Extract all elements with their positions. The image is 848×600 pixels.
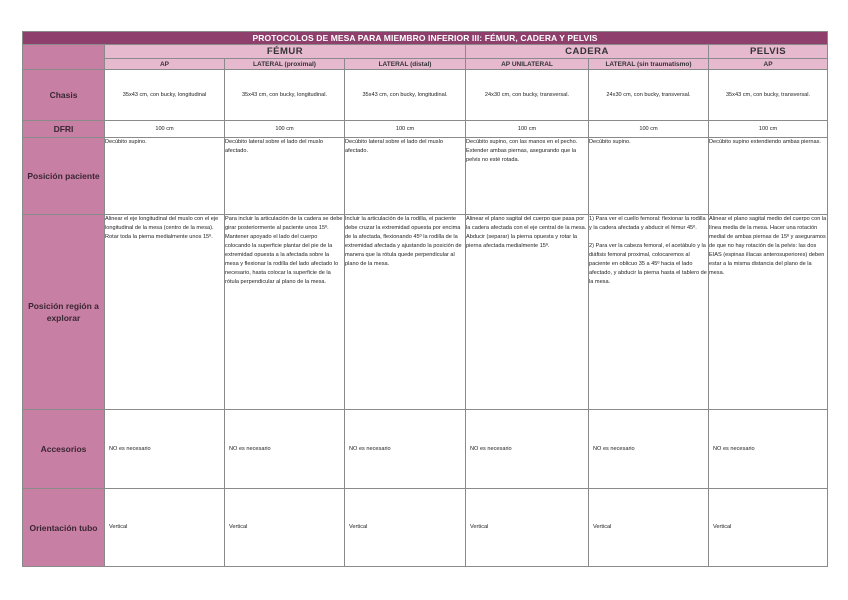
region-cadera-lateral <box>589 215 709 410</box>
row-accesorios <box>23 410 828 489</box>
tubo-cadera-lateral: Vertical <box>589 489 709 567</box>
accesorios-pelvis-ap: NO es necesario <box>709 410 828 489</box>
chasis-pelvis-ap: 35x43 cm, con bucky, transversal. <box>709 70 828 121</box>
projection-femur-ap: AP <box>105 59 225 70</box>
dfri-femur-lateral-proximal: 100 cm <box>225 121 345 138</box>
row-chasis <box>23 70 828 121</box>
region-femur-lateral-proximal: Para incluir la articulación de la cadera se debe girar posteriormente al paciente unos 15º. Mantener apoyado el lado del cuerpo colocando la superficie plantar del pie de la extremidad opuesta a la afectada sobre la mesa y flexionar la rodilla del lado afectado lo necesario, hasta colocar la superficie de la rótula perpendicular al plano de la mesa. <box>225 215 345 410</box>
chasis-cadera-ap: 24x30 cm, con bucky, transversal. <box>466 70 589 121</box>
tubo-femur-lateral-proximal: Vertical <box>225 489 345 567</box>
tubo-cadera-ap: Vertical <box>466 489 589 567</box>
dfri-femur-lateral-distal: 100 cm <box>345 121 466 138</box>
accesorios-cadera-lateral: NO es necesario <box>589 410 709 489</box>
projection-pelvis-ap: AP <box>709 59 828 70</box>
group-pelvis: PELVIS <box>709 45 828 59</box>
tubo-femur-lateral-distal: Vertical <box>345 489 466 567</box>
dfri-cadera-lateral: 100 cm <box>589 121 709 138</box>
row-label-posicion-paciente: Posición paciente <box>23 138 105 215</box>
table-title: PROTOCOLOS DE MESA PARA MIEMBRO INFERIOR III: FÉMUR, CADERA Y PELVIS <box>23 32 828 45</box>
group-cadera: CADERA <box>466 45 709 59</box>
row-dfri <box>23 121 828 138</box>
header-corner <box>23 45 105 70</box>
accesorios-femur-lateral-proximal: NO es necesario <box>225 410 345 489</box>
row-label-accesorios: Accesorios <box>23 410 105 489</box>
chasis-femur-lateral-distal: 35x43 cm, con bucky, longitudinal. <box>345 70 466 121</box>
paciente-pelvis-ap: Decúbito supino extendiendo ambas piernas. <box>709 138 828 215</box>
accesorios-femur-lateral-distal: NO es necesario <box>345 410 466 489</box>
tubo-pelvis-ap: Vertical <box>709 489 828 567</box>
paragraph-gap <box>589 233 708 242</box>
chasis-femur-ap: 35x43 cm, con bucky, longitudinal <box>105 70 225 121</box>
region-femur-lateral-distal: Incluir la articulación de la rodilla, el paciente debe cruzar la extremidad opuesta por encima de la afectada, flexionando 45º la rodilla de la extremidad afectada y ajustando la posición de manera que la rótula quede perpendicular al plano de la mesa. <box>345 215 466 410</box>
paciente-cadera-lateral: Decúbito supino. <box>589 138 709 215</box>
accesorios-cadera-ap: NO es necesario <box>466 410 589 489</box>
paciente-cadera-ap: Decúbito supino, con las manos en el pecho. Extender ambas piernas, asegurando que la pelvis no esté rotada. <box>466 138 589 215</box>
projection-cadera-lateral: LATERAL (sin traumatismo) <box>589 59 709 70</box>
region-cadera-lateral-part1: 1) Para ver el cuello femoral: flexionar la rodilla y la cadera afectada y abducir el fémur 45º. <box>589 216 706 231</box>
paciente-femur-lateral-distal: Decúbito lateral sobre el lado del muslo afectado. <box>345 138 466 215</box>
chasis-femur-lateral-proximal: 35x43 cm, con bucky, longitudinal. <box>225 70 345 121</box>
projection-femur-lateral-distal: LATERAL (distal) <box>345 59 466 70</box>
row-posicion-paciente <box>23 138 828 215</box>
row-label-chasis: Chasis <box>23 70 105 121</box>
region-pelvis-ap: Alinear el plano sagital medio del cuerpo con la línea media de la mesa. Hacer una rotación medial de ambas piernas de 15º y aseguramos de que no hay rotación de la pelvis: las dos EIAS (espinas ilíacas anterosuperiores) deben estar a la misma distancia del plano de la mesa. <box>709 215 828 410</box>
region-cadera-lateral-part2: 2) Para ver la cabeza femoral, el acetábulo y la diáfisis femoral proximal, colocaremos al paciente en oblicuo 35 a 45º hacia el lado afectado, y abducir la pierna hasta el tablero de la mesa. <box>589 243 707 285</box>
row-label-posicion-region: Posición región a explorar <box>23 215 105 410</box>
row-orientacion-tubo <box>23 489 828 567</box>
row-posicion-region <box>23 215 828 410</box>
dfri-femur-ap: 100 cm <box>105 121 225 138</box>
row-label-orientacion-tubo: Orientación tubo <box>23 489 105 567</box>
projection-femur-lateral-proximal: LATERAL (proximal) <box>225 59 345 70</box>
dfri-cadera-ap: 100 cm <box>466 121 589 138</box>
paciente-femur-lateral-proximal: Decúbito lateral sobre el lado del muslo afectado. <box>225 138 345 215</box>
accesorios-femur-ap: NO es necesario <box>105 410 225 489</box>
region-cadera-ap: Alinear el plano sagital del cuerpo que pasa por la cadera afectada con el eje central de la mesa. Abducir (separar) la pierna opuesta y rotar la pierna afectada medialmente 15º. <box>466 215 589 410</box>
protocol-table <box>22 31 828 567</box>
tubo-femur-ap: Vertical <box>105 489 225 567</box>
projection-cadera-ap-unilateral: AP UNILATERAL <box>466 59 589 70</box>
row-label-dfri: DFRI <box>23 121 105 138</box>
dfri-pelvis-ap: 100 cm <box>709 121 828 138</box>
region-femur-ap: Alinear el eje longitudinal del muslo con el eje longitudinal de la mesa (centro de la mesa). Rotar toda la pierna medialmente unos 15º. <box>105 215 225 410</box>
paciente-femur-ap: Decúbito supino. <box>105 138 225 215</box>
group-femur: FÉMUR <box>105 45 466 59</box>
chasis-cadera-lateral: 24x30 cm, con bucky, transversal. <box>589 70 709 121</box>
